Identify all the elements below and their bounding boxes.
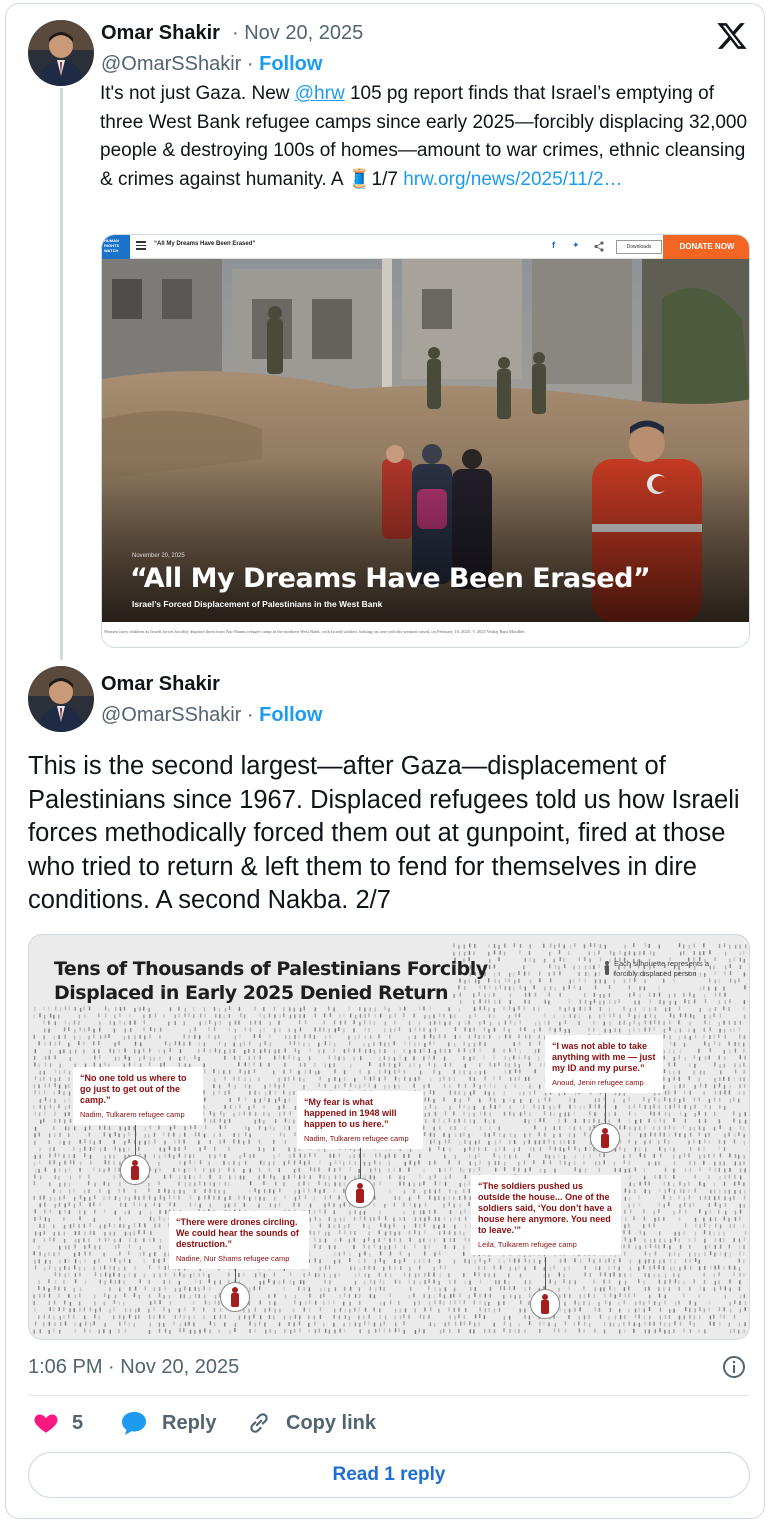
mention-link[interactable]: @hrw [294,83,345,104]
avatar[interactable] [28,666,94,732]
photo-caption: Women carry children as Israeli forces forcibly displace them from Nur Shams refugee camp in the northern West Bank, with Israeli soldiers looking on, one with his weapon raised, on February 10, 2025. © 2025 Wahaj Bani Moufleh [104,629,525,634]
quote-box [545,1035,663,1093]
quote-box [471,1175,621,1255]
tweet1-text-part1: It's not just Gaza. New [100,83,295,104]
tweet1-text-part2: 105 pg report finds that Israel’s emptying of three West Bank refugee camps since early 2025—forcibly displacing 32,000 people & destroying 100s of homes—amount to war crimes, ethnic cleansing & crimes against humanity. A [100,83,748,190]
link-preview-card[interactable] [101,234,750,648]
reply-button[interactable]: Reply [162,1412,217,1434]
quote-stem [605,1093,606,1123]
quote-stem [235,1269,236,1283]
quote-box [297,1091,423,1149]
article-subheadline: Israel’s Forced Displacement of Palestinians in the West Bank [132,599,383,609]
quote-source: Nadine, Nur Shams refugee camp [176,1254,290,1263]
quote-source: Leila, Tulkarem refugee camp [478,1240,577,1249]
tweet-timestamp[interactable]: 1:06 PM · Nov 20, 2025 [28,1356,240,1378]
silhouette-marker [345,1178,375,1208]
copy-link-button[interactable]: Copy link [286,1412,377,1434]
bluesky-icon: ✦ [572,240,580,250]
infographic-title-line2: Displaced in Early 2025 Denied Return [54,982,449,1004]
quote-source: Anoud, Jenin refugee camp [552,1078,644,1087]
tweet1-text [100,80,750,194]
quote-source: Nadim, Tulkarem refugee camp [304,1134,409,1143]
thread-count: 1/7 [371,168,398,190]
quote-source: Nadim, Tulkarem refugee camp [80,1110,185,1119]
facebook-icon: f [552,240,555,250]
infographic-title [54,957,488,1005]
share-icon [594,241,604,252]
infographic-title-line1: Tens of Thousands of Palestinians Forcibly [54,958,488,980]
quote-box [169,1211,309,1269]
article-date: November 20, 2025 [132,553,185,559]
info-icon[interactable] [722,1355,746,1379]
handle-text[interactable]: @OmarSShakir · [101,53,254,75]
reply-bubble-icon[interactable] [120,1410,148,1436]
read-replies-button[interactable]: Read 1 reply [28,1452,750,1498]
divider [28,1395,750,1396]
menu-icon [136,241,146,249]
article-headline: “All My Dreams Have Been Erased” [130,563,651,594]
like-count[interactable]: 5 [72,1412,84,1434]
handle-text[interactable]: @OmarSShakir · [101,704,254,726]
author-handle [101,704,322,727]
silhouette-marker [590,1123,620,1153]
follow-button[interactable]: Follow [259,704,323,726]
article-link[interactable]: hrw.org/news/2025/11/2… [403,168,623,190]
tweet2-text: This is the second largest—after Gaza—displacement of Palestinians since 1967. Displaced refugees told us how Israeli forces methodically forced them out at gunpoint, fired at those who tried to return & left them to fend for themselves in dire conditions. A second Nakba. 2/7 [28,752,740,914]
quote-stem [360,1148,361,1178]
author-handle [101,53,322,76]
hrw-logo: HUMAN RIGHTS WATCH [102,235,130,259]
author-name[interactable]: Omar Shakir [101,22,220,44]
heart-icon[interactable] [33,1410,59,1436]
downloads-button: Downloads [616,240,662,254]
follow-button[interactable]: Follow [259,53,323,75]
infographic-legend: Each silhouette represents a forcibly displaced person [614,959,710,978]
thread-connector-line [60,88,63,660]
quote-stem [135,1125,136,1155]
avatar[interactable] [28,20,94,86]
author-name[interactable]: Omar Shakir [101,673,220,695]
quote-box [73,1067,203,1125]
silhouette-marker [530,1289,560,1319]
x-logo-icon[interactable] [716,20,748,52]
infographic-image[interactable] [28,934,750,1340]
quote-text: “No one told us where to go just to get out of the camp.” [80,1073,187,1105]
quote-stem [545,1257,546,1289]
thread-spool-icon: 🧵 [347,168,372,190]
hrw-page-title: “All My Dreams Have Been Erased” [154,241,256,247]
donate-button: DONATE NOW [663,235,750,259]
link-icon[interactable] [246,1410,272,1436]
quote-text: “My fear is what happened in 1948 will happen to us here.” [304,1097,397,1129]
silhouette-icon [604,961,610,975]
silhouette-marker [120,1155,150,1185]
article-photo [102,259,750,622]
quote-text: “The soldiers pushed us outside the house... One of the soldiers said, ‘You don’t have a house here anymore. You need to leave.’” [478,1181,612,1235]
tweet-date[interactable]: · Nov 20, 2025 [232,22,364,44]
silhouette-marker [220,1282,250,1312]
quote-text: “There were drones circling. We could hear the sounds of destruction.” [176,1217,299,1249]
hrw-site-header [102,235,750,259]
quote-text: “I was not able to take anything with me — just my ID and my purse.” [552,1041,656,1073]
